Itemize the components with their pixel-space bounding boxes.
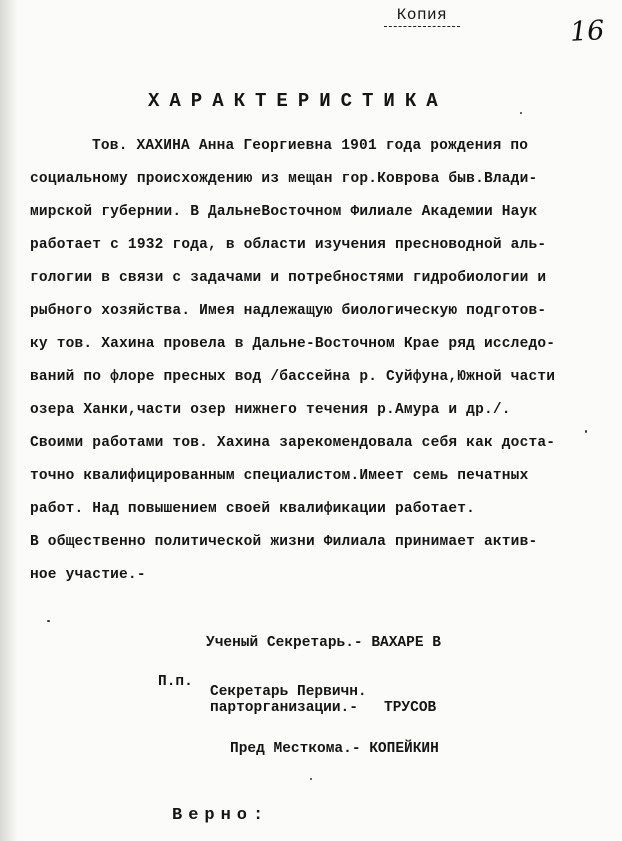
body-line: Тов. ХАХИНА Анна Георгиевна 1901 года рождения по <box>92 138 529 154</box>
party-secretary-line-1: Секретарь Первичн. <box>210 684 367 700</box>
scan-speck <box>310 778 312 780</box>
body-line: работ. Над повышением своей квалификации работает. <box>30 501 476 517</box>
body-line: гологии в связи с задачами и потребностями гидробиологии и <box>30 270 547 286</box>
body-line: точно квалифицированным специалистом.Имеет семь печатных <box>30 468 529 484</box>
body-line: ное участие.- <box>30 567 146 583</box>
scientific-secretary-signature: Ученый Секретарь.- ВАХАРЕ В <box>206 635 441 651</box>
document-title: ХАРАКТЕРИСТИКА <box>148 90 448 112</box>
copy-label: Копия <box>384 6 460 27</box>
body-line: мирской губернии. В ДальнеВосточном Филиале Академии Наук <box>30 204 538 220</box>
body-line: В общественно политической жизни Филиала принимает актив- <box>30 534 538 550</box>
scan-speck <box>47 620 50 622</box>
scan-speck <box>585 430 587 433</box>
body-line: ваний по флоре пресных вод /бассейна р. Суйфуна,Южной части <box>30 369 556 385</box>
union-chair-signature: Пред Месткома.- КОПЕЙКИН <box>230 741 439 757</box>
certified-label: Верно: <box>172 806 270 825</box>
handwritten-page-number: 16 <box>569 15 606 48</box>
party-secretary-line-2: парторганизации.- ТРУСОВ <box>210 700 437 716</box>
body-line: работает с 1932 года, в области изучения пресноводной аль- <box>30 237 547 253</box>
body-line: социальному происхождению из мещан гор.Коврова быв.Влади- <box>30 171 538 187</box>
body-line: рыбного хозяйства. Имея надлежащую биологическую подготов- <box>30 303 547 319</box>
pp-label: П.п. <box>158 674 193 690</box>
body-line: озера Ханки,части озер нижнего течения р.Амура и др./. <box>30 402 511 418</box>
body-line: Своими работами тов. Хахина зарекомендовала себя как доста- <box>30 435 556 451</box>
scan-edge-shadow <box>0 0 18 841</box>
body-line: ку тов. Хахина провела в Дальне-Восточном Крае ряд исследо- <box>30 336 556 352</box>
scan-speck <box>520 112 522 114</box>
